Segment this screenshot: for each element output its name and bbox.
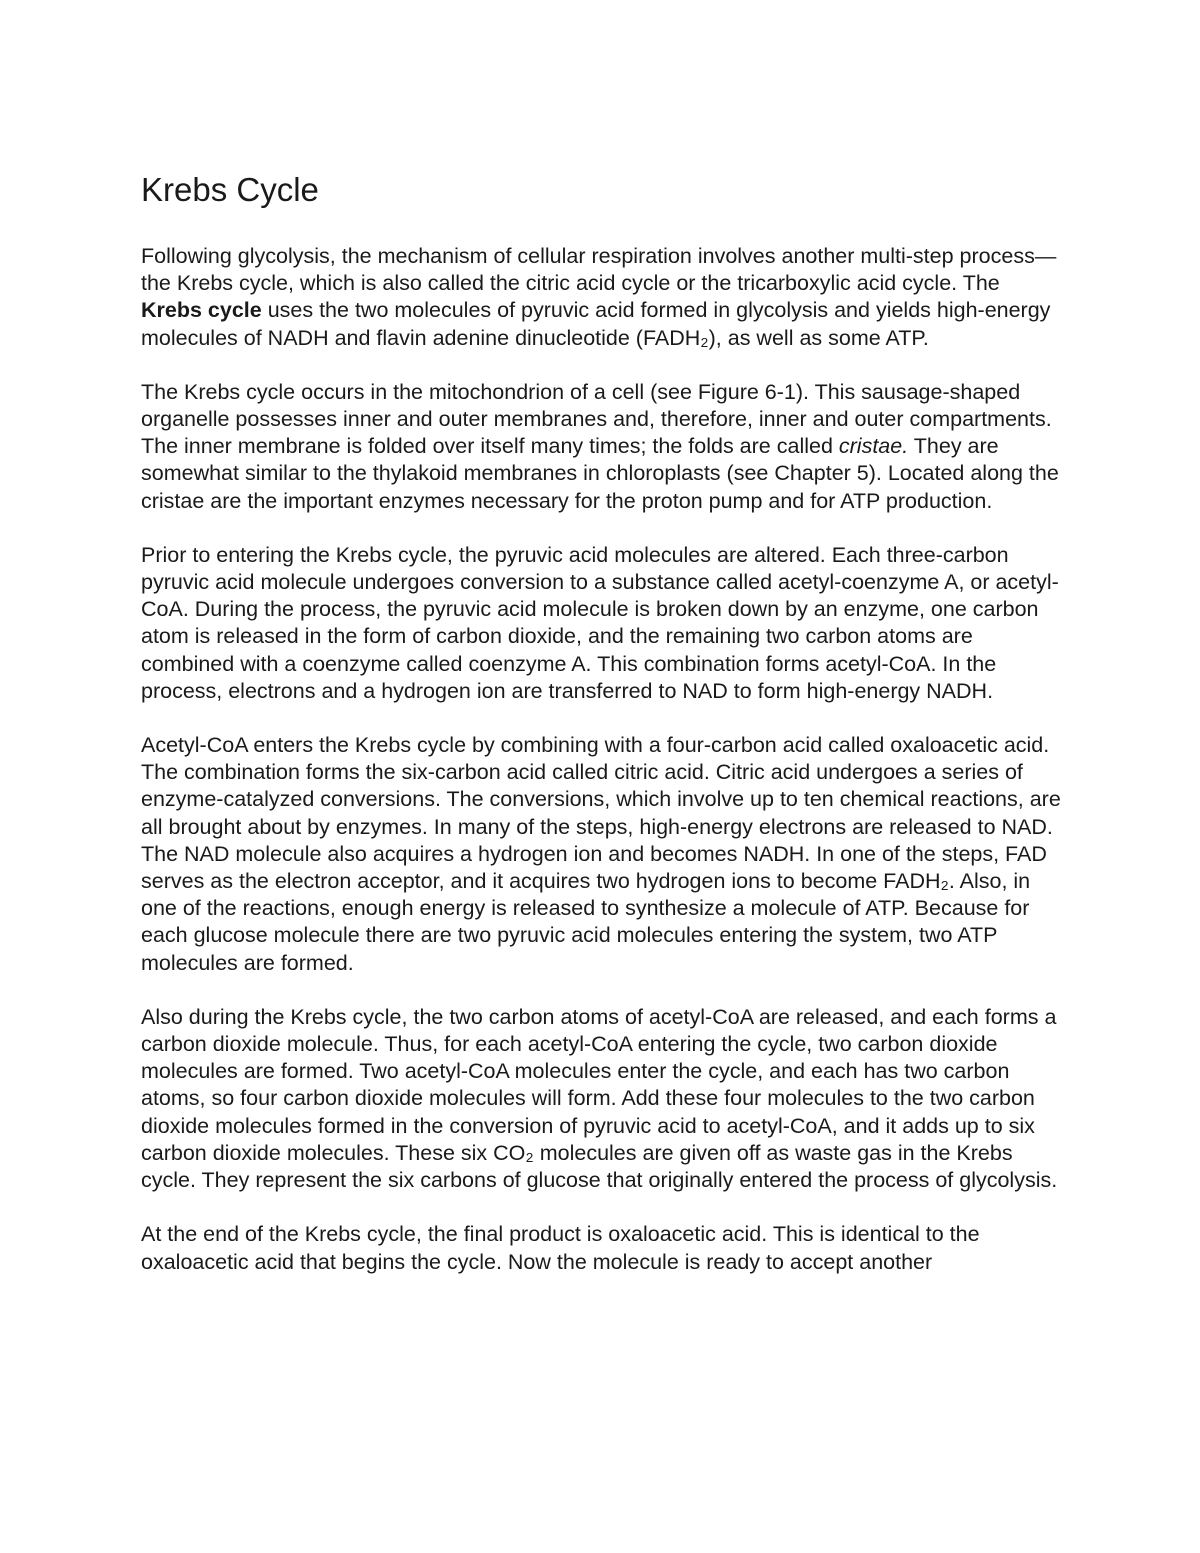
paragraph-text: They are somewhat similar to the thylakoid membranes in chloroplasts (see Chapter 5). Located along the cristae are the important enzymes necessary for the proton pump and for ATP production. — [141, 434, 1059, 513]
paragraph-oxaloacetic-acid: At the end of the Krebs cycle, the final product is oxaloacetic acid. This is identical to the oxaloacetic acid that begins the cycle. Now the molecule is ready to accept another — [141, 1222, 980, 1274]
paragraph-text: uses the two molecules of pyruvic acid formed in glycolysis and yields high-energy molecules of NADH and flavin adenine dinucleotide (FADH₂), as well as some ATP. — [141, 298, 1051, 350]
document-title: Krebs Cycle — [141, 171, 319, 208]
paragraph-text: The Krebs cycle occurs in the mitochondrion of a cell (see Figure 6-1). This sausage-shaped organelle possesses inner and outer membranes and, therefore, inner and outer compartments. The inner membrane is folded over itself many times; the folds are called — [141, 379, 1052, 459]
document-page — [141, 170, 1066, 1303]
paragraph-glycolysis-intro — [141, 243, 1066, 352]
paragraph-text: Following glycolysis, the mechanism of cellular respiration involves another multi-step process—the Krebs cycle, which is also called the citric acid cycle or the tricarboxylic acid cycle. The — [141, 244, 1057, 296]
paragraph-carbon-dioxide: Also during the Krebs cycle, the two carbon atoms of acetyl-CoA are released, and each forms a carbon dioxide molecule. Thus, for each acetyl-CoA entering the cycle, two carbon dioxide molecules are formed. Two acetyl-CoA molecules enter the cycle, and each has two carbon atoms, so four carbon dioxide molecules will form. Add these four molecules to the two carbon dioxide molecules formed in the conversion of pyruvic acid to acetyl-CoA, and it adds up to six carbon dioxide molecules. These six CO₂ molecules are given off as waste gas in the Krebs cycle. They represent the six carbons of glucose that originally entered the process of glycolysis. — [141, 1004, 1058, 1193]
bold-term-krebs-cycle: Krebs cycle — [141, 298, 262, 323]
paragraph-acetyl-coa: Prior to entering the Krebs cycle, the pyruvic acid molecules are altered. Each three-carbon pyruvic acid molecule undergoes conversion to a substance called acetyl-coenzyme A, or acetyl-CoA. During the process, the pyruvic acid molecule is broken down by an enzyme, one carbon atom is released in the form of carbon dioxide, and the remaining two carbon atoms are combined with a coenzyme called coenzyme A. This combination forms acetyl-CoA. In the process, electrons and a hydrogen ion are transferred to NAD to form high-energy NADH. — [141, 542, 1059, 703]
paragraph-citric-acid: Acetyl-CoA enters the Krebs cycle by combining with a four-carbon acid called oxaloacetic acid. The combination forms the six-carbon acid called citric acid. Citric acid undergoes a series of enzyme-catalyzed conversions. The conversions, which involve up to ten chemical reactions, are all brought about by enzymes. In many of the steps, high-energy electrons are released to NAD. The NAD molecule also acquires a hydrogen ion and becomes NADH. In one of the steps, FAD serves as the electron acceptor, and it acquires two hydrogen ions to become FADH₂. Also, in one of the reactions, enough energy is released to synthesize a molecule of ATP. Because for each glucose molecule there are two pyruvic acid molecules entering the system, two ATP molecules are formed. — [141, 733, 1061, 975]
paragraph-mitochondrion — [141, 379, 1066, 515]
italic-term-cristae: cristae. — [838, 434, 909, 459]
